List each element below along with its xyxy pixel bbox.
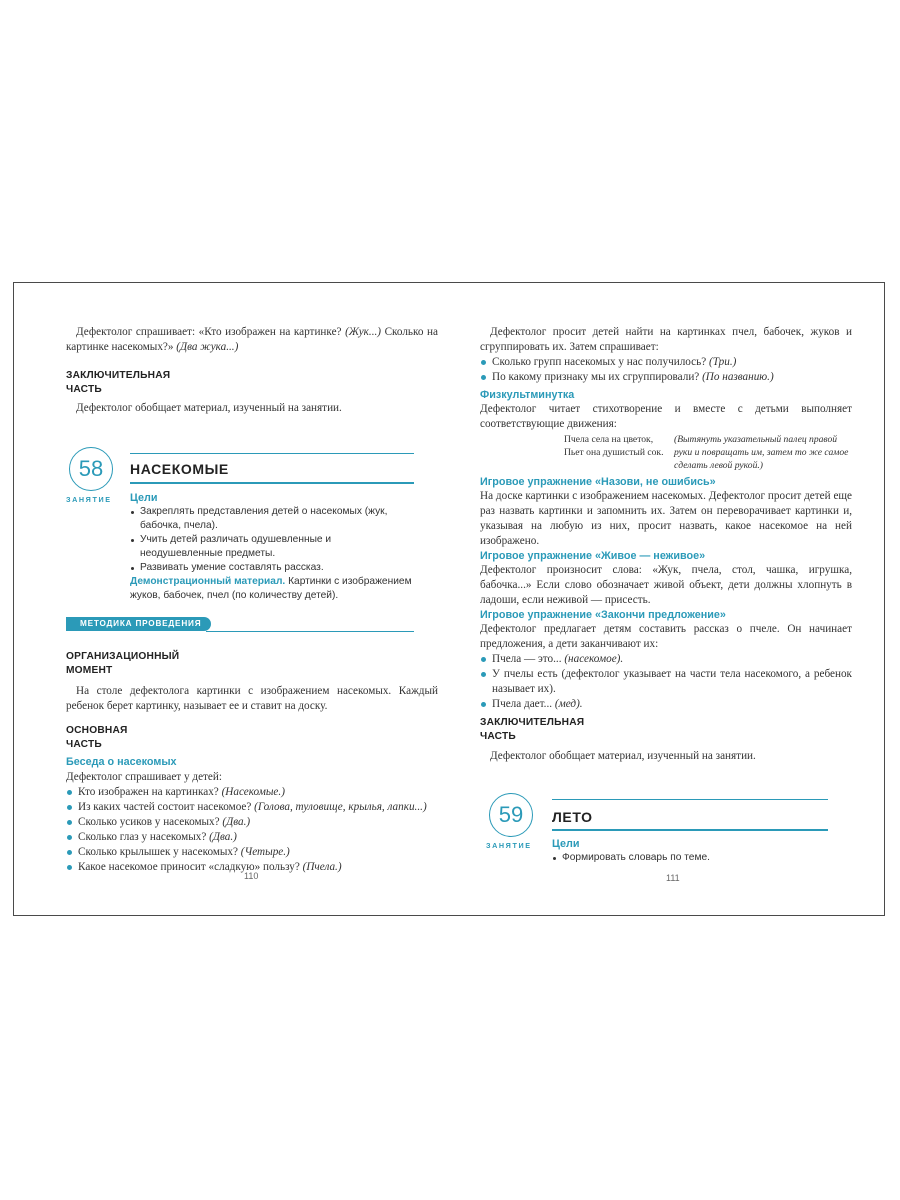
- question-item: Кто изображен на картинках? (Насекомые.): [66, 785, 438, 800]
- goals-label: Цели: [130, 492, 158, 504]
- intro-text: Дефектолог спрашивает: «Кто изображен на картинке?: [76, 326, 346, 338]
- lesson-number-badge: 59: [489, 793, 533, 837]
- goal-item: Развивать умение составлять рассказ.: [130, 561, 414, 575]
- right-page: [480, 283, 852, 915]
- lesson-word: ЗАНЯТИЕ: [66, 495, 112, 504]
- game3-title: Игровое упражнение «Закончи предложение»: [480, 609, 726, 621]
- intro-hint-2: (Два жука...): [176, 341, 239, 353]
- method-rule: [206, 631, 414, 632]
- left-page: [66, 283, 438, 915]
- left-final-text: Дефектолог обобщает материал, изученный на занятии.: [76, 402, 342, 414]
- intro-hint: (Жук...): [345, 326, 382, 338]
- right-intro: Дефектолог просит детей найти на картинках пчел, бабочек, жуков и сгруппировать их. Затем спрашивает:: [480, 326, 852, 353]
- left-intro-paragraph: [66, 325, 438, 355]
- talk-block: [66, 770, 438, 875]
- page-number-right: 111: [666, 873, 680, 883]
- goal-item: Учить детей различать одушевленные и неодушевленные предметы.: [130, 533, 414, 561]
- main-heading: [66, 724, 128, 752]
- game1-text: На доске картинки с изображением насекомых. Дефектолог просит детей еще раз назвать картинки и запомнить их. Затем он переворачивает картинки и, указывая на любую из них, просит назвать, какое насекомое на ней изображено.: [480, 490, 852, 547]
- game2-title: Игровое упражнение «Живое — неживое»: [480, 550, 706, 562]
- game2-text: Дефектолог произносит слова: «Жук, пчела, стол, чашка, игрушка, бабочка...» Если слово обозначает живой объект, дети должны хлопнуть в ладоши, если неживой — присесть.: [480, 564, 852, 606]
- goal-item: Формировать словарь по теме.: [552, 851, 828, 865]
- demo-text: Картинки с изображением жуков, бабочек, пчел (по количеству детей).: [130, 576, 412, 601]
- heading-line-1: ЗАКЛЮЧИТЕЛЬНАЯ: [66, 370, 171, 381]
- heading-line-2: ЧАСТЬ: [480, 731, 516, 742]
- game1-title: Игровое упражнение «Назови, не ошибись»: [480, 476, 716, 488]
- poem-note: (Вытянуть указательный палец правой руки и повращать им, затем то же самое сделать левой рукой.): [674, 434, 849, 471]
- question-item: Сколько крылышек у насекомых? (Четыре.): [66, 845, 438, 860]
- sentence-item: Пчела дает... (мед).: [480, 697, 852, 712]
- question-item: Из каких частей состоит насекомое? (Голова, туловище, крылья, лапки...): [66, 800, 438, 815]
- poem-line: Пчела села на цветок,: [564, 434, 654, 445]
- heading-line-2: МОМЕНТ: [66, 665, 113, 676]
- game3-text: Дефектолог предлагает детям составить рассказ о пчеле. Он начинает предложения, а дети заканчивают их:: [480, 623, 852, 650]
- poem-line: Пьет она душистый сок.: [564, 447, 664, 458]
- goals-list: [130, 505, 414, 575]
- talk-questions: [66, 785, 438, 875]
- page-number-left: 110: [244, 871, 259, 881]
- goals-list: [552, 851, 828, 865]
- book-spread: [13, 282, 885, 916]
- question-item: Сколько усиков у насекомых? (Два.): [66, 815, 438, 830]
- lesson-top-rule: [130, 453, 414, 454]
- poem-lines: [564, 433, 664, 459]
- sentence-list: [480, 652, 852, 712]
- sentence-item: Пчела — это... (насекомое).: [480, 652, 852, 667]
- question-item: Сколько групп насекомых у нас получилось? (Три.): [480, 355, 852, 370]
- goal-item: Закреплять представления детей о насекомых (жук, бабочка, пчела).: [130, 505, 414, 533]
- lesson-word: ЗАНЯТИЕ: [486, 841, 532, 850]
- fiz-text: Дефектолог читает стихотворение и вместе с детьми выполняет соответствующие движения:: [480, 403, 852, 430]
- heading-line-2: ЧАСТЬ: [66, 739, 102, 750]
- right-questions: [480, 355, 852, 385]
- method-tab: МЕТОДИКА ПРОВЕДЕНИЯ: [66, 617, 211, 631]
- lesson-bottom-rule: [552, 829, 828, 831]
- intro-text-2: Сколько на картинке насекомых?»: [66, 326, 438, 353]
- demo-material: [130, 575, 414, 603]
- lesson-title: НАСЕКОМЫЕ: [130, 461, 229, 477]
- lesson-bottom-rule: [130, 482, 414, 484]
- lesson-title: ЛЕТО: [552, 809, 593, 825]
- right-final-text: Дефектолог обобщает материал, изученный на занятии.: [490, 750, 756, 762]
- question-item: Какое насекомое приносит «сладкую» пользу? (Пчела.): [66, 860, 438, 875]
- left-final-heading: [66, 369, 170, 397]
- talk-title: Беседа о насекомых: [66, 756, 177, 768]
- org-heading: [66, 650, 179, 678]
- lesson-goals-block: [130, 491, 414, 603]
- demo-label: Демонстрационный материал.: [130, 576, 286, 587]
- lesson-top-rule: [552, 799, 828, 800]
- heading-line-1: ОСНОВНАЯ: [66, 725, 128, 736]
- question-item: Сколько глаз у насекомых? (Два.): [66, 830, 438, 845]
- heading-line-1: ОРГАНИЗАЦИОННЫЙ: [66, 651, 180, 662]
- org-text: На столе дефектолога картинки с изображением насекомых. Каждый ребенок берет картинку, называет ее и ставит на доску.: [66, 685, 438, 712]
- question-item: По какому признаку мы их сгруппировали? (По названию.): [480, 370, 852, 385]
- fiz-title: Физкультминутка: [480, 389, 575, 401]
- right-final-heading: [480, 716, 584, 744]
- lesson-number-badge: 58: [69, 447, 113, 491]
- sentence-item: У пчелы есть (дефектолог указывает на части тела насекомого, а ребенок называет их).: [480, 667, 852, 697]
- lesson-goals-block: [552, 837, 828, 865]
- heading-line-1: ЗАКЛЮЧИТЕЛЬНАЯ: [480, 717, 585, 728]
- heading-line-2: ЧАСТЬ: [66, 384, 102, 395]
- goals-label: Цели: [552, 838, 580, 850]
- talk-intro: Дефектолог спрашивает у детей:: [66, 771, 222, 783]
